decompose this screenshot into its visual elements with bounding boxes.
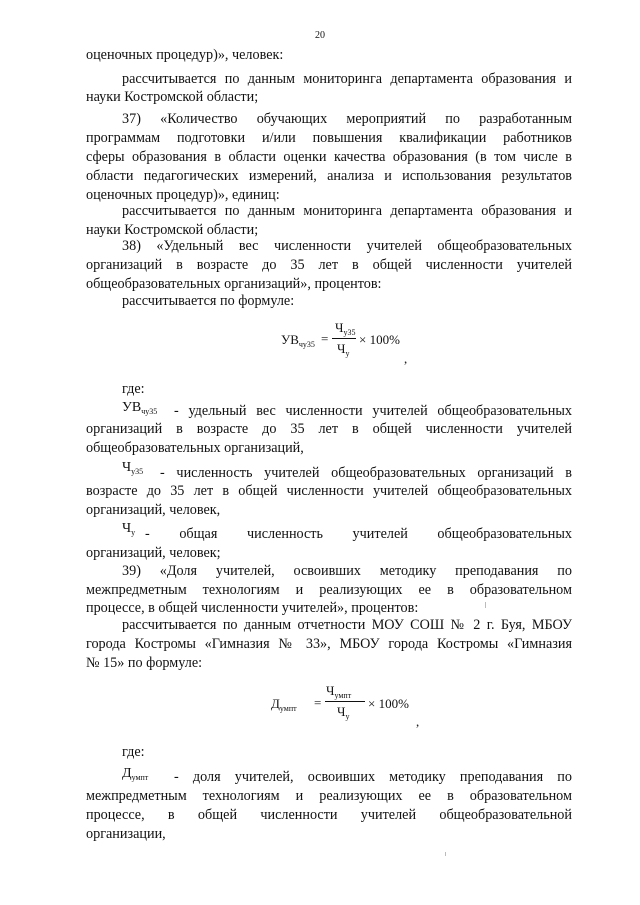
- definition-text: организации,: [86, 826, 166, 842]
- definition-text: организаций в возрасте до 35 лет в общей численности учителей: [86, 421, 572, 437]
- text-line: рассчитывается по данным мониторинга департамента образования и: [122, 71, 572, 87]
- definition-text: организаций, человек;: [86, 545, 221, 561]
- definition-text: организаций, человек,: [86, 502, 221, 518]
- formula-share-young-teachers: [281, 318, 421, 368]
- text-line: 39) «Доля учителей, освоивших методику преподавания по: [122, 563, 572, 579]
- equals-sign: =: [314, 695, 322, 710]
- text-line: оценочных процедур)», единиц:: [86, 187, 280, 203]
- text-line: № 15» по формуле:: [86, 655, 203, 671]
- scan-mark: [445, 852, 446, 856]
- text-line: организаций в возрасте до 35 лет в общей численности учителей: [86, 257, 572, 273]
- text-line: рассчитывается по данным отчетности МОУ СОШ № 2 г. Буя, МБОУ: [122, 617, 572, 633]
- definition-symbol: $Ч_у$: [122, 521, 136, 537]
- formula-lhs: $Д_{умпт}$: [271, 696, 297, 713]
- numerator: $Ч_{умпт}$: [326, 683, 352, 700]
- text-line: 38) «Удельный вес численности учителей общеобразовательных: [122, 238, 572, 254]
- numerator: $Ч_{у35}$: [335, 320, 356, 337]
- definition-text: межпредметным технологиям и реализующих ее в образовательном: [86, 788, 572, 804]
- definition-text: - общая численность учителей общеобразовательных: [145, 526, 572, 542]
- text-line: науки Костромской области;: [86, 89, 259, 105]
- text-line: оценочных процедур)», человек:: [86, 47, 284, 63]
- text-line: рассчитывается по данным мониторинга департамента образования и: [122, 203, 572, 219]
- text-line: науки Костромской области;: [86, 222, 259, 238]
- text-line: 37) «Количество обучающих мероприятий по разработанным: [122, 111, 572, 127]
- definition-text: возрасте до 35 лет в общей численности учителей общеобразовательных: [86, 483, 572, 499]
- where-label: где:: [122, 381, 145, 397]
- definition-symbol: $Ч_{у35}$: [122, 460, 144, 476]
- page-number: 20: [315, 30, 325, 41]
- formula-comma: ,: [404, 351, 408, 366]
- text-line: области педагогических измерений, анализа и использования результатов: [86, 168, 572, 184]
- definition-text: - удельный вес численности учителей общеобразовательных: [174, 403, 572, 419]
- fraction-bar: [325, 701, 365, 702]
- text-line: процессе, в общей численности учителей», процентов:: [86, 600, 419, 616]
- text-line: сферы образования в области оценки качества образования (в том числе в: [86, 149, 572, 165]
- where-label: где:: [122, 744, 145, 760]
- multiplier: × 100%: [368, 696, 409, 711]
- scan-mark: [485, 602, 486, 608]
- denominator: $Ч_у$: [337, 704, 350, 721]
- formula-lhs: $УВ_{чу35}$: [281, 332, 315, 349]
- text-line: межпредметным технологиям и реализующих ее в образовательном: [86, 582, 572, 598]
- text-line: программам подготовки и/или повышения квалификации работников: [86, 130, 572, 146]
- definition-text: процессе, в общей численности учителей общеобразовательной: [86, 807, 572, 823]
- formula-share-mpt-teachers: [271, 681, 421, 731]
- definition-text: - численность учителей общеобразовательных организаций в: [160, 465, 572, 481]
- text-line: общеобразовательных организаций», процентов:: [86, 276, 382, 292]
- fraction-bar: [332, 338, 356, 339]
- text-line: города Костромы «Гимназия № 33», МБОУ города Костромы «Гимназия: [86, 636, 572, 652]
- definition-symbol: $УВ_{чу35}$: [122, 400, 158, 416]
- definition-text: - доля учителей, освоивших методику преподавания по: [174, 769, 572, 785]
- formula-fraction: [325, 681, 365, 723]
- formula-fraction: [332, 318, 356, 360]
- multiplier: × 100%: [359, 332, 400, 347]
- text-line: рассчитывается по формуле:: [122, 293, 295, 309]
- formula-comma: ,: [416, 714, 420, 729]
- denominator: $Ч_у$: [337, 341, 350, 358]
- definition-text: общеобразовательных организаций,: [86, 440, 304, 456]
- equals-sign: =: [321, 331, 329, 346]
- definition-symbol: $Д_{умпт}$: [122, 766, 149, 782]
